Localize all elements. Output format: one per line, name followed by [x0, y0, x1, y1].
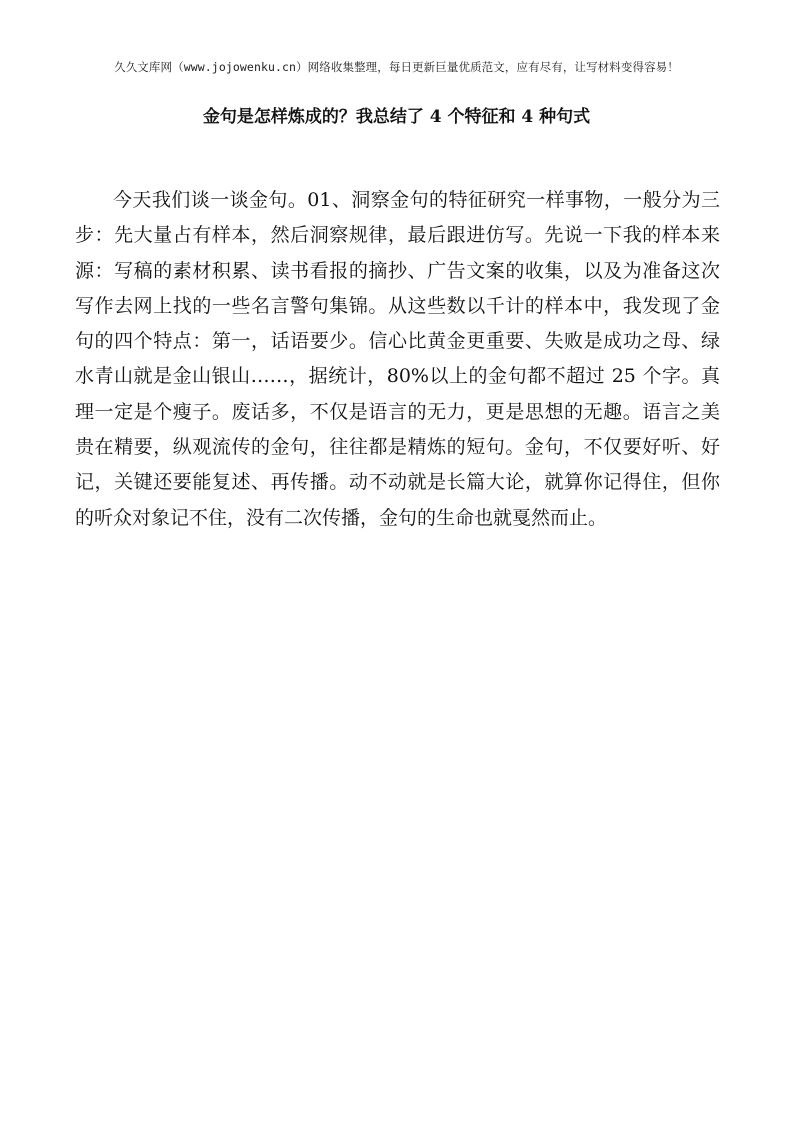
document-title: 金句是怎样炼成的？我总结了 4 个特征和 4 种句式 [202, 107, 591, 127]
header-note: 久久文库网（www.jojowenku.cn）网络收集整理，每日更新巨量优质范文，应有尽有，让写材料变得容易！ [114, 60, 679, 74]
body-paragraph: 今天我们谈一谈金句。01、洞察金句的特征研究一样事物，一般分为三步：先大量占有样本，然后洞察规律，最后跟进仿写。先说一下我的样本来源：写稿的素材积累、读书看报的摘抄、广告文案的收集，以及为准备这次写作去网上找的一些名言警句集锦。从这些数以千计的样本中，我发现了金句的四个特点：第一，话语要少。信心比黄金更重要、失败是成功之母、绿水青山就是金山银山……，据统计，80%以上的金句都不超过 25 个字。真理一定是个瘦子。废话多，不仅是语言的无力，更是思想的无趣。语言之美贵在精要，纵观流传的金句，往往都是精炼的短句。金句，不仅要好听、好记，关键还要能复述、再传播。动不动就是长篇大论，就算你记得住，但你的听众对象记不住，没有二次传播，金句的生命也就戛然而止。 [75, 189, 720, 529]
